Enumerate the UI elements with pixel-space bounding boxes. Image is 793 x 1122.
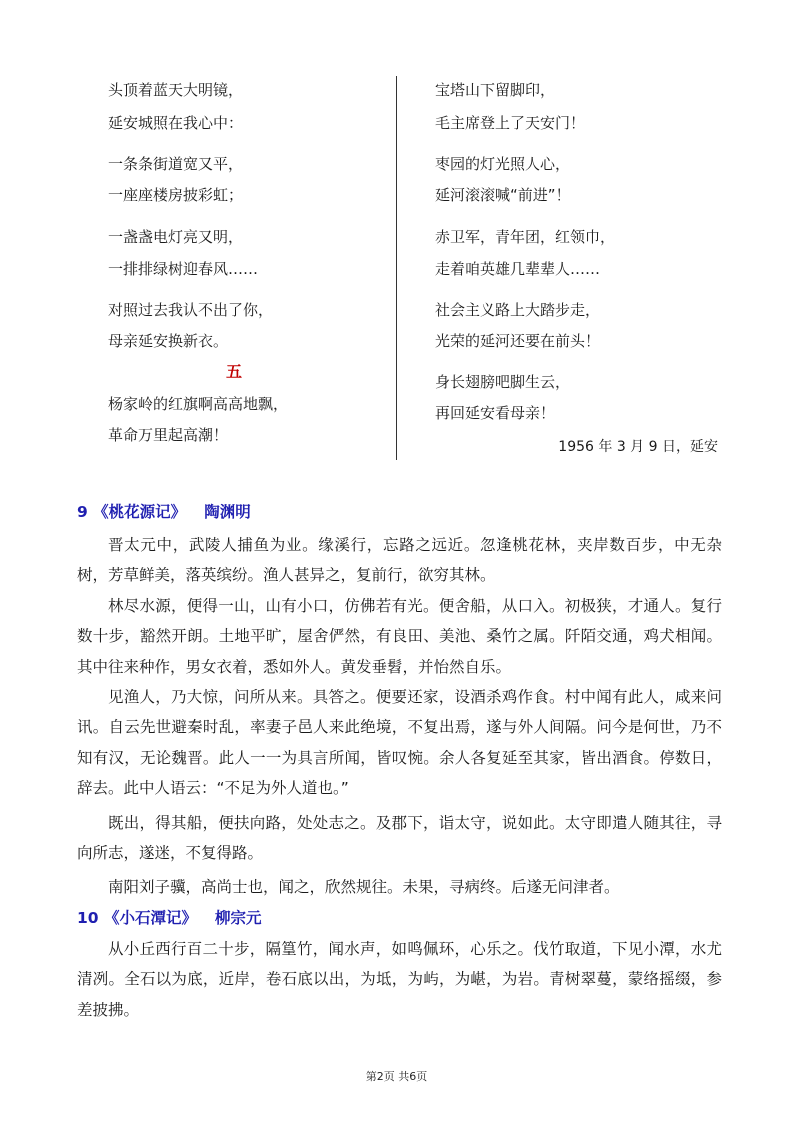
poem-signature: 1956 年 3 月 9 日，延安: [558, 439, 718, 455]
poem-line: 一盏盏电灯亮又明，: [108, 228, 244, 246]
poem-line: 光荣的延河还要在前头！: [435, 332, 601, 350]
poem-line: 革命万里起高潮！: [108, 426, 229, 444]
poem-line: 杨家岭的红旗啊高高地飘，: [108, 395, 289, 413]
section-9-heading: [77, 502, 251, 522]
paragraph: 林尽水源，便得一山，山有小口，仿佛若有光。便舍船，从口入。初极狭，才通人。复行数十步，豁然开朗。土地平旷，屋舍俨然，有良田、美池、桑竹之属。阡陌交通，鸡犬相闻。其中往来种作，男女衣着，悉如外人。黄发垂髫，并怡然自乐。: [77, 597, 722, 676]
poem-line: 社会主义路上大踏步走，: [435, 301, 601, 319]
section-9-title: 9 《桃花源记》: [77, 503, 187, 521]
section-9-author: 陶渊明: [204, 503, 251, 521]
poem-line: 身长翅膀吧脚生云，: [435, 373, 571, 391]
section-10-author: 柳宗元: [214, 909, 262, 927]
poem-line: 一排排绿树迎春风……: [108, 260, 259, 278]
poem-line: 延河滚滚喊“前进”！: [435, 186, 571, 204]
poem-line: 对照过去我认不出了你，: [108, 301, 274, 319]
poem-section-number: 五: [226, 362, 243, 381]
poem-line: 母亲延安换新衣。: [108, 332, 229, 350]
section-10-heading: [77, 908, 261, 928]
poem-line: 头顶着蓝天大明镜，: [108, 81, 244, 99]
paragraph: 见渔人，乃大惊，问所从来。具答之。便要还家，设酒杀鸡作食。村中闻有此人，咸来问讯。自云先世避秦时乱，率妻子邑人来此绝境，不复出焉，遂与外人间隔。问今是何世，乃不知有汉，无论魏晋。此人一一为具言所闻，皆叹惋。余人各复延至其家，皆出酒食。停数日，辞去。此中人语云：“不足为外人道也。”: [77, 688, 722, 798]
poem-line: 走着咱英雄几辈辈人……: [435, 260, 601, 278]
poem-line: 宝塔山下留脚印，: [435, 81, 556, 99]
paragraph: 南阳刘子骥，高尚士也，闻之，欣然规往。未果，寻病终。后遂无问津者。: [108, 878, 620, 896]
poem-line: 毛主席登上了天安门！: [435, 114, 586, 132]
page-footer: 第2页 共6页: [365, 1070, 428, 1083]
section-10-title: 10 《小石潭记》: [77, 909, 197, 927]
poem-line: 一座座楼房披彩虹；: [108, 186, 244, 204]
poem-line: 再回延安看母亲！: [435, 404, 556, 422]
paragraph: 晋太元中，武陵人捕鱼为业。缘溪行，忘路之远近。忽逢桃花林，夹岸数百步，中无杂树，芳草鲜美，落英缤纷。渔人甚异之，复前行，欲穷其林。: [77, 536, 722, 585]
poem-line: 枣园的灯光照人心，: [435, 155, 571, 173]
paragraph: 既出，得其船，便扶向路，处处志之。及郡下，诣太守，说如此。太守即遣人随其往，寻向所志，遂迷，不复得路。: [77, 814, 722, 863]
paragraph: 从小丘西行百二十步，隔篁竹，闻水声，如鸣佩环，心乐之。伐竹取道，下见小潭，水尤清冽。全石以为底，近岸，卷石底以出，为坻，为屿，为嵁，为岩。青树翠蔓，蒙络摇缀，参差披拂。: [77, 940, 722, 1019]
column-divider: [396, 76, 397, 460]
poem-line: 一条条街道宽又平，: [108, 155, 244, 173]
poem-section: [0, 68, 793, 460]
poem-line: 赤卫军，青年团，红领巾，: [435, 228, 616, 246]
poem-line: 延安城照在我心中：: [108, 114, 244, 132]
